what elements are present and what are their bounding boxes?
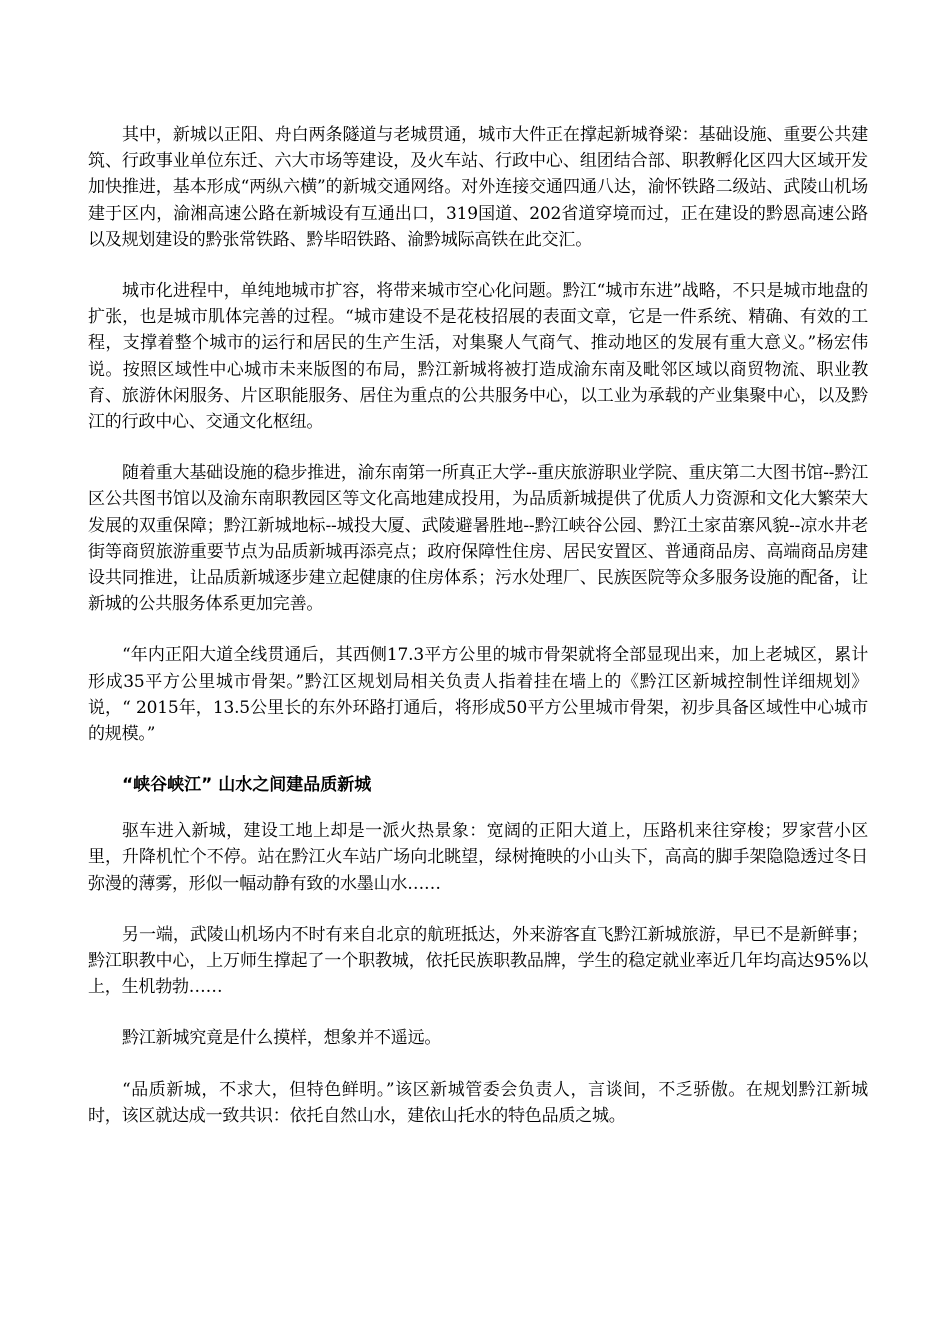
paragraph-infrastructure: 随着重大基础设施的稳步推进，渝东南第一所真正大学--重庆旅游职业学院、重庆第二大图书馆--黔江区公共图书馆以及渝东南职教园区等文化高地建成投用，为品质新城提供了优质人力资源和文化大繁荣大发展的双重保障；黔江新城地标--城投大厦、武陵避暑胜地--黔江峡谷公园、黔江土家苗寨风貌--凉水井老街等商贸旅游重要节点为品质新城再添亮点；政府保障性住房、居民安置区、普通商品房、高端商品房建设共同推进，让品质新城逐步建立起健康的住房体系；污水处理厂、民族医院等众多服务设施的配备，让新城的公共服务体系更加完善。 [88, 463, 868, 615]
paragraph-construction-scene: 驱车进入新城，建设工地上却是一派火热景象：宽阔的正阳大道上，压路机来往穿梭；罗家营小区里，升降机忙个不停。站在黔江火车站广场向北眺望，绿树掩映的小山头下，高高的脚手架隐隐透过冬日弥漫的薄雾，形似一幅动静有致的水墨山水…… [88, 821, 868, 894]
paragraph-imagination: 黔江新城究竟是什么摸样，想象并不遥远。 [122, 1028, 442, 1049]
section-heading: “峡谷峡江” 山水之间建品质新城 [122, 775, 372, 796]
article-body [88, 122, 868, 1154]
paragraph-new-city-tunnels: 其中，新城以正阳、舟白两条隧道与老城贯通，城市大件正在撑起新城脊梁：基础设施、重要公共建筑、行政事业单位东迁、六大市场等建设，及火车站、行政中心、组团结合部、职教孵化区四大区域开发加快推进，基本形成“两纵六横”的新城交通网络。对外连接交通四通八达，渝怀铁路二级站、武陵山机场建于区内，渝湘高速公路在新城设有互通出口，319国道、202省道穿境而过，正在建设的黔恩高速公路以及规划建设的黔张常铁路、黔毕昭铁路、渝黔城际高铁在此交汇。 [88, 125, 868, 250]
paragraph-urbanization: 城市化进程中，单纯地城市扩容，将带来城市空心化问题。黔江“城市东进”战略，不只是城市地盘的扩张，也是城市肌体完善的过程。“城市建设不是花枝招展的表面文章，它是一件系统、精确、有效的工程，支撑着整个城市的运行和居民的生产生活，对集聚人气商气、推动地区的发展有重大意义。”杨宏伟说。按照区域性中心城市未来版图的布局，黔江新城将被打造成渝东南及毗邻区域以商贸物流、职业教育、旅游休闲服务、片区职能服务、居住为重点的公共服务中心，以工业为承载的产业集聚中心，以及黔江的行政中心、交通文化枢纽。 [88, 281, 868, 433]
paragraph-quality-city: “品质新城，不求大，但特色鲜明。”该区新城管委会负责人，言谈间，不乏骄傲。在规划黔江新城时，该区就达成一致共识：依托自然山水，建依山托水的特色品质之城。 [88, 1079, 868, 1126]
paragraph-airport: 另一端，武陵山机场内不时有来自北京的航班抵达，外来游客直飞黔江新城旅游，早已不是新鲜事；黔江职教中心，上万师生撑起了一个职教城，依托民族职教品牌，学生的稳定就业率近几年均高达95%以上，生机勃勃…… [88, 924, 868, 998]
paragraph-zhengyang-avenue: “年内正阳大道全线贯通后，其西侧17.3平方公里的城市骨架就将全部显现出来，加上老城区，累计形成35平方公里城市骨架。”黔江区规划局相关负责人指着挂在墙上的《黔江区新城控制性详细规划》说，“ 2015年，13.5公里长的东外环路打通后，将形成50平方公里城市骨架，初步具备区域性中心城市的规模。” [88, 645, 868, 745]
